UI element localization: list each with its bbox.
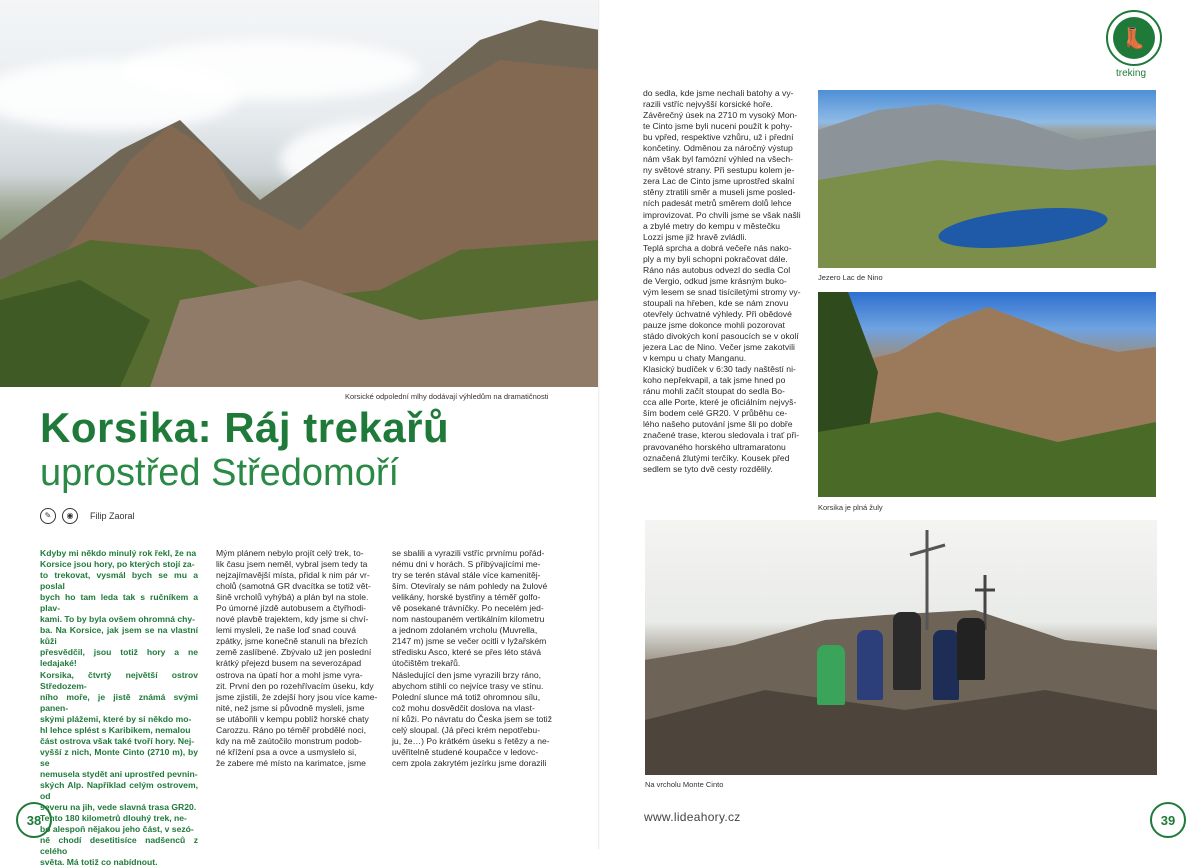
category-badge bbox=[1106, 10, 1162, 66]
website-url: www.lideahory.cz bbox=[644, 810, 741, 824]
right-body-column: do sedla, kde jsme nechali batohy a vy- razili vstříc nejvyšší korsické hoře. Závěrečný úsek na 2710 m vysoký Mon- te Cinto jsme byli nuceni použít k pohy- bu vpřed, respektive vzhůru, už i přední končetiny. Odměnou za náročný výstup nám však byl famózní výhled na všech- ny světové strany. Při sestupu kolem je- zera Lac de Cinto jsme uprostřed skalní stěny ztratili směr a museli jsme posled- ních padesát metrů směrem dolů lehce improvizovat. Po chvíli jsme se však našli a zbylé metry do kempu v městečku Lozzi jsme již hravě zvládli. Teplá sprcha a dobrá večeře nás nako- ply a my byli schopni pokračovat dále. Ráno nás autobus odvezl do sedla Col de Vergio, odkud jsme krásným buko- vým lesem se snad tisíciletými stromy vy- stoupali na hřeben, kde se nám znovu otevřely úchvatné výhledy. Při obědové pauze jsme dokonce mohli pozorovat stádo divokých koní pasoucích se v okolí jezera Lac de Nino. Večer jsme zakotvili v kempu u chaty Manganu. Klasický budíček v 6:30 tady naštěstí ni- koho nepřekvapil, a tak jsme hned po ránu mohli začít stoupat do sedla Bo- cca alle Porte, které je oficiálním nejvyš- ším bodem celé GR20. V průběhu ce- lého našeho putování jsme šli po dobře značené trase, kterou sledovala i trať při- pravovaného horského ultramaratonu označená žlutými terčíky. Kousek před sedlem se tyto dvě cesty rozdělily. bbox=[643, 88, 801, 474]
page-number-left: 38 bbox=[16, 802, 52, 838]
lake-photo bbox=[818, 90, 1156, 268]
article-subtitle: uprostřed Středomoří bbox=[40, 452, 400, 494]
hiker bbox=[893, 612, 921, 690]
hero-photo bbox=[0, 0, 600, 387]
rock-caption: Korsika je plná žuly bbox=[818, 503, 883, 512]
hiker bbox=[957, 618, 985, 680]
byline bbox=[40, 508, 135, 524]
category-label: treking bbox=[1116, 68, 1147, 79]
rock-scenery bbox=[818, 292, 1156, 497]
summit-caption: Na vrcholu Monte Cinto bbox=[645, 780, 724, 789]
lake-caption: Jezero Lac de Nino bbox=[818, 273, 883, 282]
page-number-right: 39 bbox=[1150, 802, 1186, 838]
hiker bbox=[857, 630, 883, 700]
hiker bbox=[933, 630, 959, 700]
author-name: Filip Zaoral bbox=[90, 511, 135, 521]
mountain-scenery bbox=[0, 0, 600, 387]
summit-photo bbox=[645, 520, 1157, 775]
hiker bbox=[817, 645, 845, 705]
article-title: Korsika: Ráj trekařů bbox=[40, 404, 450, 451]
body-column-3: se sbalili a vyrazili vstříc prvnímu pořád- nému dni v horách. S přibývajícími me- try se terén stával stále více kamenitěj- ším. Otevíraly se nám pohledy na žulové velikány, horské bystřiny a téměř golfo- vě posekané trávníčky. Po necelém jed- nom nastoupaném vertikálním kilometru a jednom zdolaném vrcholu (Muvrella, 2147 m) jsme se večer ocitli v lyžařském středisku Asco, které se přes léto stává útočištěm trekařů. Následující den jsme vyrazili brzy ráno, abychom stihli co nejvíce trasy ve stínu. Polední slunce má totiž ohromnou sílu, což mohu dosvědčit doslova na vlast- ní kůži. Po návratu do Česka jsem se totiž celý sloupal. (Já přeci krém nepotřebu- ju, že…) Po krátkém úseku s řetězy a ne- uvěřitelně studené koupačce v ledovc- cem zpola zakrytém jezírku jsme dorazili bbox=[392, 548, 553, 768]
hiking-boot-icon: 👢 bbox=[1113, 17, 1155, 59]
camera-icon: ◉ bbox=[62, 508, 78, 524]
pen-icon: ✎ bbox=[40, 508, 56, 524]
body-column-2: Mým plánem nebylo projít celý trek, to- lik času jsem neměl, vybral jsem tedy ta nejzajímavější místa, přidal k nim pár vr- cholů (samotná GR dvacítka se totiž vět- šině vrcholů vyhýbá) a plán byl na stole. Po úmorné jízdě autobusem a čtyřhodi- nové plavbě trajektem, kdy jsme si chví- lemi mysleli, že naše loď snad couvá zpátky, jsme konečně stanuli na březích země zaslíbené. Zbývalo už jen poslední krátký přejezd busem na severozápad ostrova na úpatí hor a mohl jsme vyra- zit. První den po rozehřívacím úseku, kdy jsme zjistili, že zdejší hory jsou více kame- nité, než jsme si původně mysleli, jsme se utábořili v kempu poblíž horské chaty Carozzu. Ráno po téměř probdělé noci, kdy na mě zaútočilo monstrum podob- né křížení psa a ovce a usmyslelo si, že zabere mé místo na karimatce, jsme bbox=[216, 548, 378, 768]
rock-photo bbox=[818, 292, 1156, 497]
hero-caption: Korsické odpolední mlhy dodávají výhledům na dramatičnosti bbox=[345, 392, 549, 401]
intro-paragraph: Kdyby mi někdo minulý rok řekl, že na Korsice jsou hory, po kterých stojí za- to trekovat, vysmál bych se mu a poslal bych ho tam leda tak s ručníkem a plav- kami. To by byla ovšem ohromná chy- ba. Na Korsice, jak jsem se na vlastní kůži přesvědčil, jsou totiž hory a ne ledajaké! Korsika, čtvrtý největší ostrov Středozem- ního moře, je jistě známá svými panen- skými plážemi, které by si někdo mo- hl lehce splést s Karibikem, nemalou část ostrova však také tvoří hory. Nej- vyšší z nich, Monte Cinto (2710 m), by se nemusela stydět ani uprostřed pevnin- ských Alp. Například celým ostrovem, od severu na jih, vede slavná trasa GR20. Tento 180 kilometrů dlouhý trek, ne- bo alespoň nějakou jeho část, v sezó- ně chodí desetitisíce nadšenců z celého světa. Má totiž co nabídnout. bbox=[40, 548, 198, 868]
